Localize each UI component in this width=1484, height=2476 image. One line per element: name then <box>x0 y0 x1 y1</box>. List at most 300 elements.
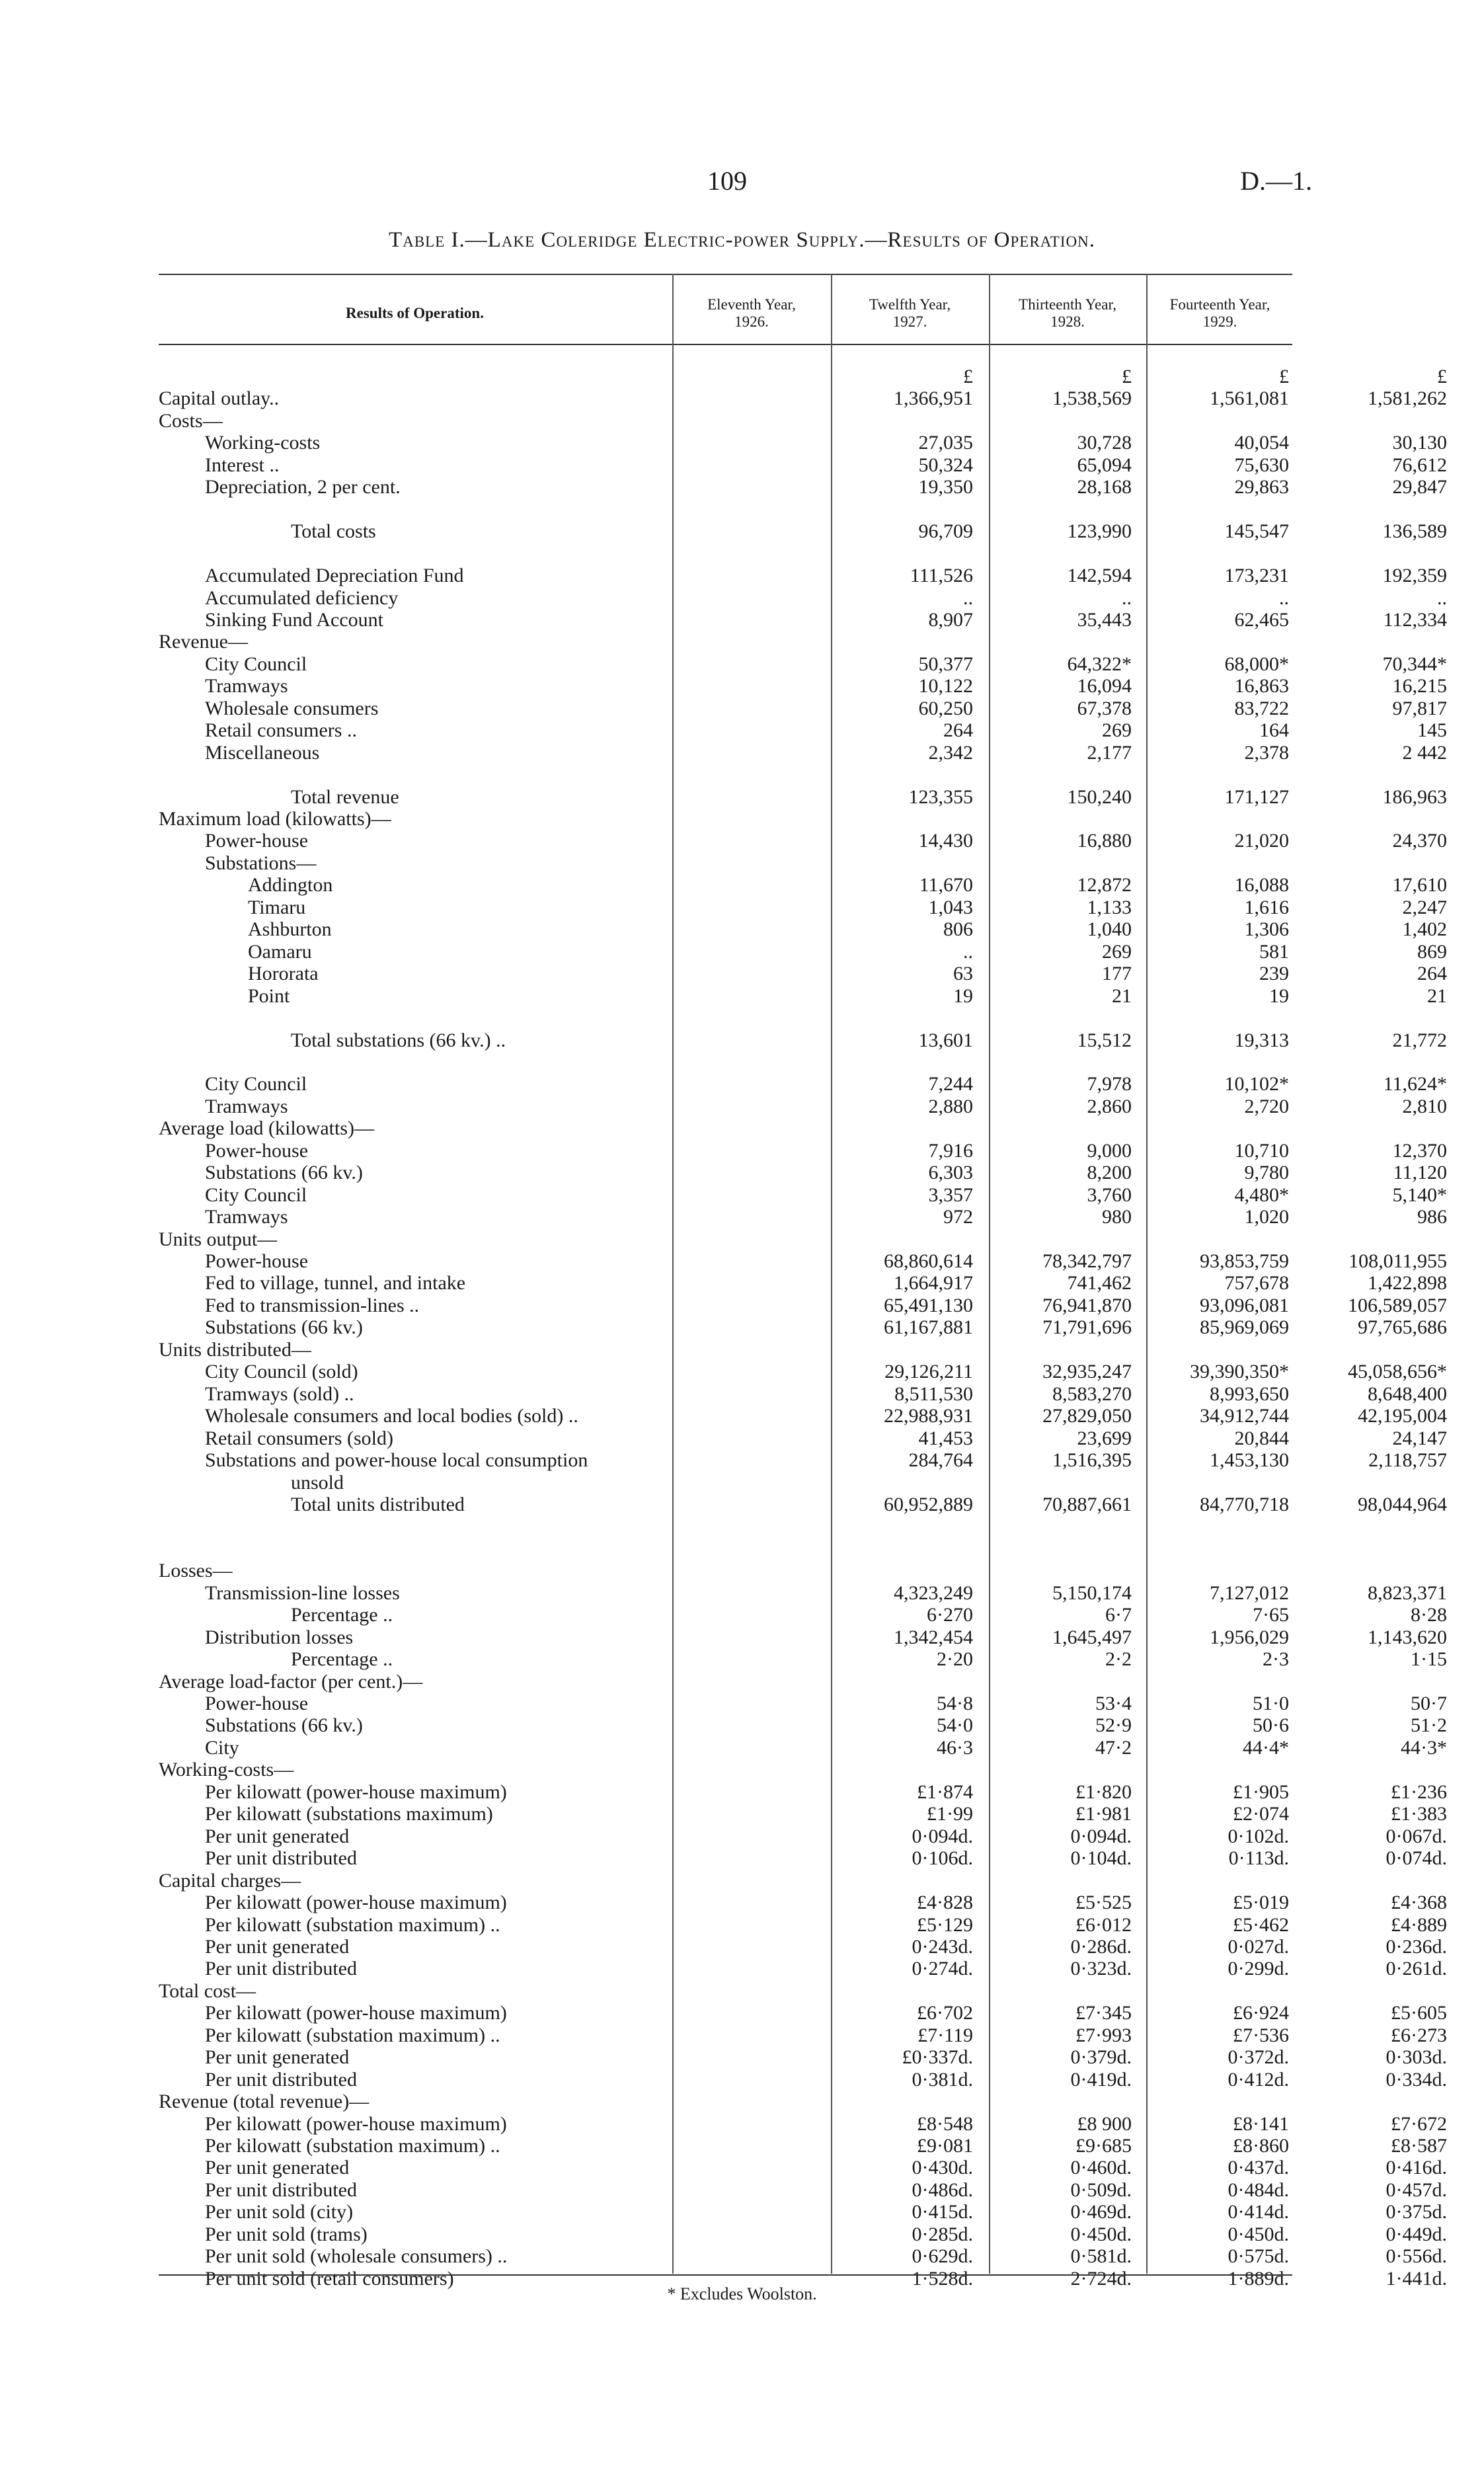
row-value: 171,127 <box>1224 785 1289 808</box>
row-value: 11,624* <box>1383 1073 1447 1096</box>
table-row <box>159 1693 1447 1714</box>
row-value: 7,127,012 <box>1210 1581 1289 1604</box>
table-row <box>159 852 1292 874</box>
row-value: £4·828 <box>917 1892 973 1914</box>
row-value: 0·106d. <box>912 1847 973 1870</box>
row-label: Retail consumers (sold) <box>205 1427 393 1449</box>
row-label: Average load (kilowatts)— <box>159 1117 375 1140</box>
row-value: 0·375d. <box>1386 2201 1447 2223</box>
row-value: 21,772 <box>1392 1029 1447 1051</box>
row-value: 96,709 <box>918 520 973 543</box>
row-value: 4,480* <box>1234 1183 1289 1206</box>
row-value: 7,244 <box>928 1073 973 1096</box>
row-value: 5,150,174 <box>1052 1581 1132 1604</box>
row-value: 0·460d. <box>1070 2157 1132 2179</box>
row-label: Costs— <box>159 409 223 432</box>
row-value: 84,770,718 <box>1200 1493 1289 1515</box>
row-value: £ <box>1122 366 1132 387</box>
row-value: 0·067d. <box>1386 1825 1447 1847</box>
table-row <box>159 1250 1447 1272</box>
row-value: 16,215 <box>1392 675 1447 698</box>
row-value: 0·074d. <box>1386 1847 1447 1870</box>
row-value: 869 <box>1417 940 1447 963</box>
row-value: 53·4 <box>1095 1693 1132 1714</box>
row-value: £9·081 <box>917 2135 973 2157</box>
table-row <box>159 1493 1447 1515</box>
row-value: 47·2 <box>1095 1736 1132 1759</box>
row-value: 51·0 <box>1253 1693 1289 1714</box>
row-value: 1,645,497 <box>1052 1626 1132 1648</box>
row-value: 23,699 <box>1077 1427 1132 1449</box>
table-row <box>159 896 1447 918</box>
table-row <box>159 2157 1447 2179</box>
row-value: 65,094 <box>1077 454 1132 476</box>
table-row <box>159 1538 1292 1560</box>
row-value: 71,791,696 <box>1042 1316 1132 1339</box>
table-bottom-rule <box>159 2274 1292 2276</box>
row-value: 7,916 <box>928 1139 973 1162</box>
header-col-line2: 1926. <box>734 313 769 330</box>
row-value: 10,122 <box>918 675 973 698</box>
table-row <box>159 764 1292 785</box>
table-row <box>159 1714 1447 1737</box>
row-value: 112,334 <box>1383 608 1447 631</box>
row-value: £ <box>1279 366 1289 387</box>
table-row <box>159 1139 1447 1162</box>
row-label: City Council <box>205 1183 307 1206</box>
table-row <box>159 454 1447 476</box>
row-value: £7·119 <box>918 2024 973 2046</box>
table-row <box>159 1472 1292 1494</box>
row-value: 44·3* <box>1401 1736 1447 1759</box>
table-row <box>159 1892 1447 1914</box>
row-value: 0·450d. <box>1070 2223 1132 2245</box>
row-value: 0·379d. <box>1070 2046 1132 2069</box>
header-col-line1: Eleventh Year, <box>707 296 796 313</box>
row-label: Substations (66 kv.) <box>205 1714 363 1737</box>
row-value: 145 <box>1417 719 1447 742</box>
row-value: 8,648,400 <box>1368 1382 1447 1405</box>
table-row <box>159 1648 1447 1671</box>
row-label: Per kilowatt (substation maximum) .. <box>205 2024 500 2046</box>
footnote: * Excludes Woolston. <box>667 2284 817 2303</box>
table-row <box>159 1051 1292 1073</box>
row-label: Per unit distributed <box>205 1958 357 1980</box>
row-value: 27,829,050 <box>1042 1405 1132 1427</box>
table-row <box>159 2024 1447 2046</box>
row-label: Total cost— <box>159 1979 256 2002</box>
row-value: 12,872 <box>1077 874 1132 897</box>
row-label: Addington <box>248 874 333 897</box>
row-value: 45,058,656* <box>1348 1361 1447 1383</box>
table-row <box>159 2223 1447 2245</box>
row-value: .. <box>1279 586 1289 609</box>
row-value: 177 <box>1102 963 1132 985</box>
table-row <box>159 785 1447 808</box>
row-value: .. <box>963 940 973 963</box>
row-label: Working-costs— <box>159 1759 294 1781</box>
row-value: 1·889d. <box>1228 2267 1289 2290</box>
row-value: 2,342 <box>928 741 973 764</box>
table-row <box>159 2046 1447 2069</box>
row-value: 14,430 <box>918 830 973 852</box>
row-value: £2·074 <box>1233 1803 1289 1825</box>
table-row <box>159 410 1292 432</box>
row-value: 6·270 <box>927 1604 973 1626</box>
row-value: 1,366,951 <box>894 387 973 410</box>
row-label: Per unit generated <box>205 1825 350 1847</box>
row-value: 1,581,262 <box>1368 387 1447 410</box>
table-row <box>159 675 1447 698</box>
row-label: Power-house <box>205 830 309 852</box>
row-label: Substations and power-house local consumption <box>205 1449 588 1472</box>
row-value: .. <box>963 586 973 609</box>
header-label: Results of Operation. <box>346 305 484 321</box>
row-value: 85,969,069 <box>1200 1316 1289 1339</box>
row-value: 1,422,898 <box>1368 1272 1447 1295</box>
row-value: 67,378 <box>1077 697 1132 719</box>
row-value: 97,765,686 <box>1358 1316 1447 1339</box>
table-row <box>159 808 1292 830</box>
row-value: 741,462 <box>1067 1272 1132 1295</box>
row-label: Per kilowatt (power-house maximum) <box>205 2002 507 2024</box>
row-value: 60,250 <box>918 697 973 719</box>
row-label: Interest .. <box>205 454 280 476</box>
row-value: 123,355 <box>908 785 973 808</box>
row-label: Fed to village, tunnel, and intake <box>205 1272 466 1295</box>
row-label: Substations (66 kv.) <box>205 1316 363 1339</box>
row-label: Revenue (total revenue)— <box>159 2091 370 2113</box>
table-row <box>159 719 1447 742</box>
row-value: 186,963 <box>1382 785 1447 808</box>
row-value: 1,538,569 <box>1052 387 1132 410</box>
table-row <box>159 1272 1447 1295</box>
table-row <box>159 1604 1447 1626</box>
row-label: unsold <box>291 1471 344 1494</box>
row-value: 70,887,661 <box>1042 1493 1132 1515</box>
row-value: 68,000* <box>1224 653 1289 675</box>
table-row <box>159 1736 1447 1759</box>
row-value: 12,370 <box>1392 1139 1447 1162</box>
row-value: 0·437d. <box>1228 2157 1289 2179</box>
row-value: 1,040 <box>1087 918 1132 941</box>
row-value: £1·820 <box>1075 1780 1132 1803</box>
row-label: Transmission-line losses <box>205 1581 400 1604</box>
row-label: Per kilowatt (substation maximum) .. <box>205 2135 500 2157</box>
row-value: 1,402 <box>1402 918 1447 941</box>
row-value: 50,324 <box>918 454 973 476</box>
row-value: 27,035 <box>918 432 973 454</box>
row-value: 19,350 <box>918 476 973 499</box>
header-thirteenth-year <box>990 290 1145 337</box>
table-row <box>159 2135 1447 2157</box>
row-label: Per unit generated <box>205 2046 350 2069</box>
table-row <box>159 1581 1447 1604</box>
row-label: Average load-factor (per cent.)— <box>159 1670 423 1693</box>
row-value: 757,678 <box>1224 1272 1289 1295</box>
row-value: £1·905 <box>1233 1780 1289 1803</box>
table-row <box>159 1117 1292 1139</box>
row-value: 97,817 <box>1392 697 1447 719</box>
header-fourteenth-year <box>1148 290 1292 337</box>
row-value: 0·381d. <box>912 2068 973 2091</box>
table-row <box>159 2112 1447 2135</box>
row-value: 0·299d. <box>1228 1958 1289 1980</box>
row-value: 41,453 <box>918 1427 973 1449</box>
row-value: £8 900 <box>1077 2112 1132 2135</box>
row-value: 0·430d. <box>912 2157 973 2179</box>
row-value: 0·509d. <box>1070 2178 1132 2201</box>
row-value: 1,342,454 <box>894 1626 973 1648</box>
table-row <box>159 499 1292 520</box>
row-label: Revenue— <box>159 631 248 653</box>
row-value: 30,728 <box>1077 432 1132 454</box>
row-value: 50,377 <box>918 653 973 675</box>
row-value: 50·6 <box>1253 1714 1289 1737</box>
row-value: 0·323d. <box>1070 1958 1132 1980</box>
table-row <box>159 1780 1447 1803</box>
row-value: 0·334d. <box>1386 2068 1447 2091</box>
row-value: £5·462 <box>1233 1913 1289 1936</box>
table-row <box>159 2091 1292 2112</box>
table-row <box>159 1029 1447 1051</box>
row-value: 35,443 <box>1077 608 1132 631</box>
row-label: Units distributed— <box>159 1338 311 1361</box>
row-value: 2,880 <box>928 1095 973 1117</box>
table-row <box>159 830 1447 852</box>
row-value: 2,810 <box>1402 1095 1447 1117</box>
row-value: 0·412d. <box>1228 2068 1289 2091</box>
row-value: 8,907 <box>928 608 973 631</box>
row-label: Accumulated deficiency <box>205 586 399 609</box>
page-number: 109 <box>707 166 747 196</box>
row-value: 10,710 <box>1234 1139 1289 1162</box>
row-value: 32,935,247 <box>1042 1361 1132 1383</box>
row-value: 1,453,130 <box>1210 1449 1289 1472</box>
row-value: 19,313 <box>1234 1029 1289 1051</box>
row-value: 0·243d. <box>912 1935 973 1958</box>
row-label: Ashburton <box>248 918 332 941</box>
row-label: Tramways <box>205 1206 288 1228</box>
table-row <box>159 1825 1447 1847</box>
row-label: Timaru <box>248 896 306 918</box>
row-label: City <box>205 1736 239 1759</box>
header-col-line1: Twelfth Year, <box>869 296 951 313</box>
row-value: £6·012 <box>1075 1913 1132 1936</box>
row-label: Substations (66 kv.) <box>205 1162 363 1184</box>
row-value: £1·99 <box>927 1803 973 1825</box>
row-value: 0·286d. <box>1070 1935 1132 1958</box>
row-value: 76,612 <box>1392 454 1447 476</box>
row-value: £ <box>963 366 973 387</box>
table-row <box>159 608 1447 631</box>
row-value: 136,589 <box>1382 520 1447 543</box>
row-label: Sinking Fund Account <box>205 608 384 631</box>
table-row <box>159 984 1447 1007</box>
table-title <box>0 228 1484 253</box>
table-row <box>159 918 1447 941</box>
header-col-line1: Fourteenth Year, <box>1169 296 1270 313</box>
header-col-line2: 1929. <box>1202 313 1237 330</box>
row-value: 9,000 <box>1087 1139 1132 1162</box>
row-value: £7·672 <box>1391 2112 1447 2135</box>
header-twelfth-year <box>832 290 988 337</box>
header-bottom-rule <box>159 344 1292 345</box>
row-label: Power-house <box>205 1250 309 1272</box>
row-value: 78,342,797 <box>1042 1250 1132 1272</box>
row-value: 24,370 <box>1392 830 1447 852</box>
row-value: 2·20 <box>937 1648 973 1671</box>
row-label: City Council <box>205 653 307 675</box>
row-value: 29,863 <box>1234 476 1289 499</box>
row-value: 7·65 <box>1253 1604 1289 1626</box>
row-value: £5·605 <box>1391 2002 1447 2024</box>
row-value: £ <box>1437 366 1447 387</box>
row-value: 239 <box>1259 963 1289 985</box>
row-value: £7·536 <box>1233 2024 1289 2046</box>
row-label: Per unit sold (trams) <box>205 2223 368 2245</box>
document-code: D.—1. <box>1240 166 1312 196</box>
row-value: 0·104d. <box>1070 1847 1132 1870</box>
row-label: Total revenue <box>291 785 399 808</box>
row-value: 986 <box>1417 1206 1447 1228</box>
table-row <box>159 1449 1447 1472</box>
row-value: 0·469d. <box>1070 2201 1132 2223</box>
table-row <box>159 1870 1292 1892</box>
row-value: 2,720 <box>1244 1095 1289 1117</box>
row-value: 123,990 <box>1067 520 1132 543</box>
row-value: 21 <box>1112 984 1132 1007</box>
row-value: 52·9 <box>1095 1714 1132 1737</box>
table-row <box>159 1316 1447 1339</box>
row-value: £8·141 <box>1233 2112 1289 2135</box>
row-value: 65,491,130 <box>884 1294 973 1316</box>
row-value: 0·415d. <box>912 2201 973 2223</box>
table-row <box>159 586 1447 609</box>
table-row <box>159 1162 1447 1184</box>
table-row <box>159 1980 1292 2002</box>
row-value: 8,200 <box>1087 1162 1132 1184</box>
table-row <box>159 1294 1447 1316</box>
row-value: 0·303d. <box>1386 2046 1447 2069</box>
row-value: 22,988,931 <box>884 1405 973 1427</box>
row-value: 164 <box>1259 719 1289 742</box>
table-row <box>159 1560 1292 1581</box>
table-row <box>159 387 1447 410</box>
row-value: 1·441d. <box>1386 2267 1447 2290</box>
row-value: 0·261d. <box>1386 1958 1447 1980</box>
row-value: 51·2 <box>1411 1714 1447 1737</box>
table-row <box>159 940 1447 963</box>
row-value: 62,465 <box>1234 608 1289 631</box>
table-row <box>159 1095 1447 1117</box>
row-label: Capital charges— <box>159 1869 301 1892</box>
row-value: £6·273 <box>1391 2024 1447 2046</box>
row-value: £9·685 <box>1075 2135 1132 2157</box>
row-value: 16,088 <box>1234 874 1289 897</box>
row-value: 264 <box>1417 963 1447 985</box>
row-value: 68,860,614 <box>884 1250 973 1272</box>
row-value: 150,240 <box>1067 785 1132 808</box>
row-value: 19 <box>953 984 973 1007</box>
table-row <box>159 1382 1447 1405</box>
row-value: 42,195,004 <box>1358 1405 1447 1427</box>
row-label: Per kilowatt (power-house maximum) <box>205 1780 507 1803</box>
row-value: £4·368 <box>1391 1892 1447 1914</box>
row-value: 0·556d. <box>1386 2245 1447 2268</box>
row-label: Oamaru <box>248 940 312 963</box>
row-value: 30,130 <box>1392 432 1447 454</box>
table-row <box>159 1206 1447 1228</box>
row-value: 0·457d. <box>1386 2178 1447 2201</box>
row-value: 20,844 <box>1234 1427 1289 1449</box>
row-value: 83,722 <box>1234 697 1289 719</box>
row-label: City Council <box>205 1073 307 1096</box>
row-label: Percentage .. <box>291 1648 393 1671</box>
table-row <box>159 1935 1447 1958</box>
row-label: Wholesale consumers <box>205 697 379 719</box>
row-value: 2,860 <box>1087 1095 1132 1117</box>
row-value: 64,322* <box>1067 653 1132 675</box>
row-value: 0·581d. <box>1070 2245 1132 2268</box>
row-value: 1·528d. <box>912 2267 973 2290</box>
row-label: Per unit distributed <box>205 2178 357 2201</box>
row-value: 8,511,530 <box>894 1382 973 1405</box>
row-value: £7·993 <box>1075 2024 1132 2046</box>
row-value: 15,512 <box>1077 1029 1132 1051</box>
row-value: 0·450d. <box>1228 2223 1289 2245</box>
row-value: 17,610 <box>1392 874 1447 897</box>
row-value: 1,020 <box>1244 1206 1289 1228</box>
row-label: Per unit distributed <box>205 1847 357 1870</box>
row-value: 34,912,744 <box>1200 1405 1289 1427</box>
table-row <box>159 565 1447 587</box>
row-value: 2·724d. <box>1070 2267 1132 2290</box>
row-value: 1,306 <box>1244 918 1289 941</box>
row-value: 581 <box>1259 940 1289 963</box>
row-value: 0·274d. <box>912 1958 973 1980</box>
row-value: 269 <box>1102 940 1132 963</box>
row-value: 28,168 <box>1077 476 1132 499</box>
row-value: 46·3 <box>937 1736 973 1759</box>
table-title-text: Lake Coleridge Electric-power Supply.—Results of Operation. <box>487 228 1095 252</box>
row-value: 70,344* <box>1382 653 1447 675</box>
row-value: 0·285d. <box>912 2223 973 2245</box>
table-row <box>159 1228 1292 1250</box>
row-value: 2 442 <box>1402 741 1447 764</box>
row-value: £6·702 <box>917 2002 973 2024</box>
table-row <box>159 1803 1447 1825</box>
row-value: 2,177 <box>1087 741 1132 764</box>
table-row <box>159 1405 1447 1427</box>
row-value: £5·525 <box>1075 1892 1132 1914</box>
row-value: 8,823,371 <box>1368 1581 1447 1604</box>
row-value: 29,847 <box>1392 476 1447 499</box>
row-label: Per kilowatt (substations maximum) <box>205 1803 493 1825</box>
row-value: 806 <box>943 918 973 941</box>
row-value: 0·113d. <box>1228 1847 1289 1870</box>
row-value: 108,011,955 <box>1348 1250 1447 1272</box>
table-row <box>159 520 1447 543</box>
row-label: City Council (sold) <box>205 1361 358 1383</box>
row-label: Per unit sold (city) <box>205 2201 354 2223</box>
row-value: 10,102* <box>1224 1073 1289 1096</box>
row-label: Maximum load (kilowatts)— <box>159 808 391 830</box>
row-value: 9,780 <box>1244 1162 1289 1184</box>
row-label: Capital outlay.. <box>159 387 280 410</box>
table-row <box>159 1339 1292 1361</box>
header-col-line2: 1927. <box>892 313 927 330</box>
